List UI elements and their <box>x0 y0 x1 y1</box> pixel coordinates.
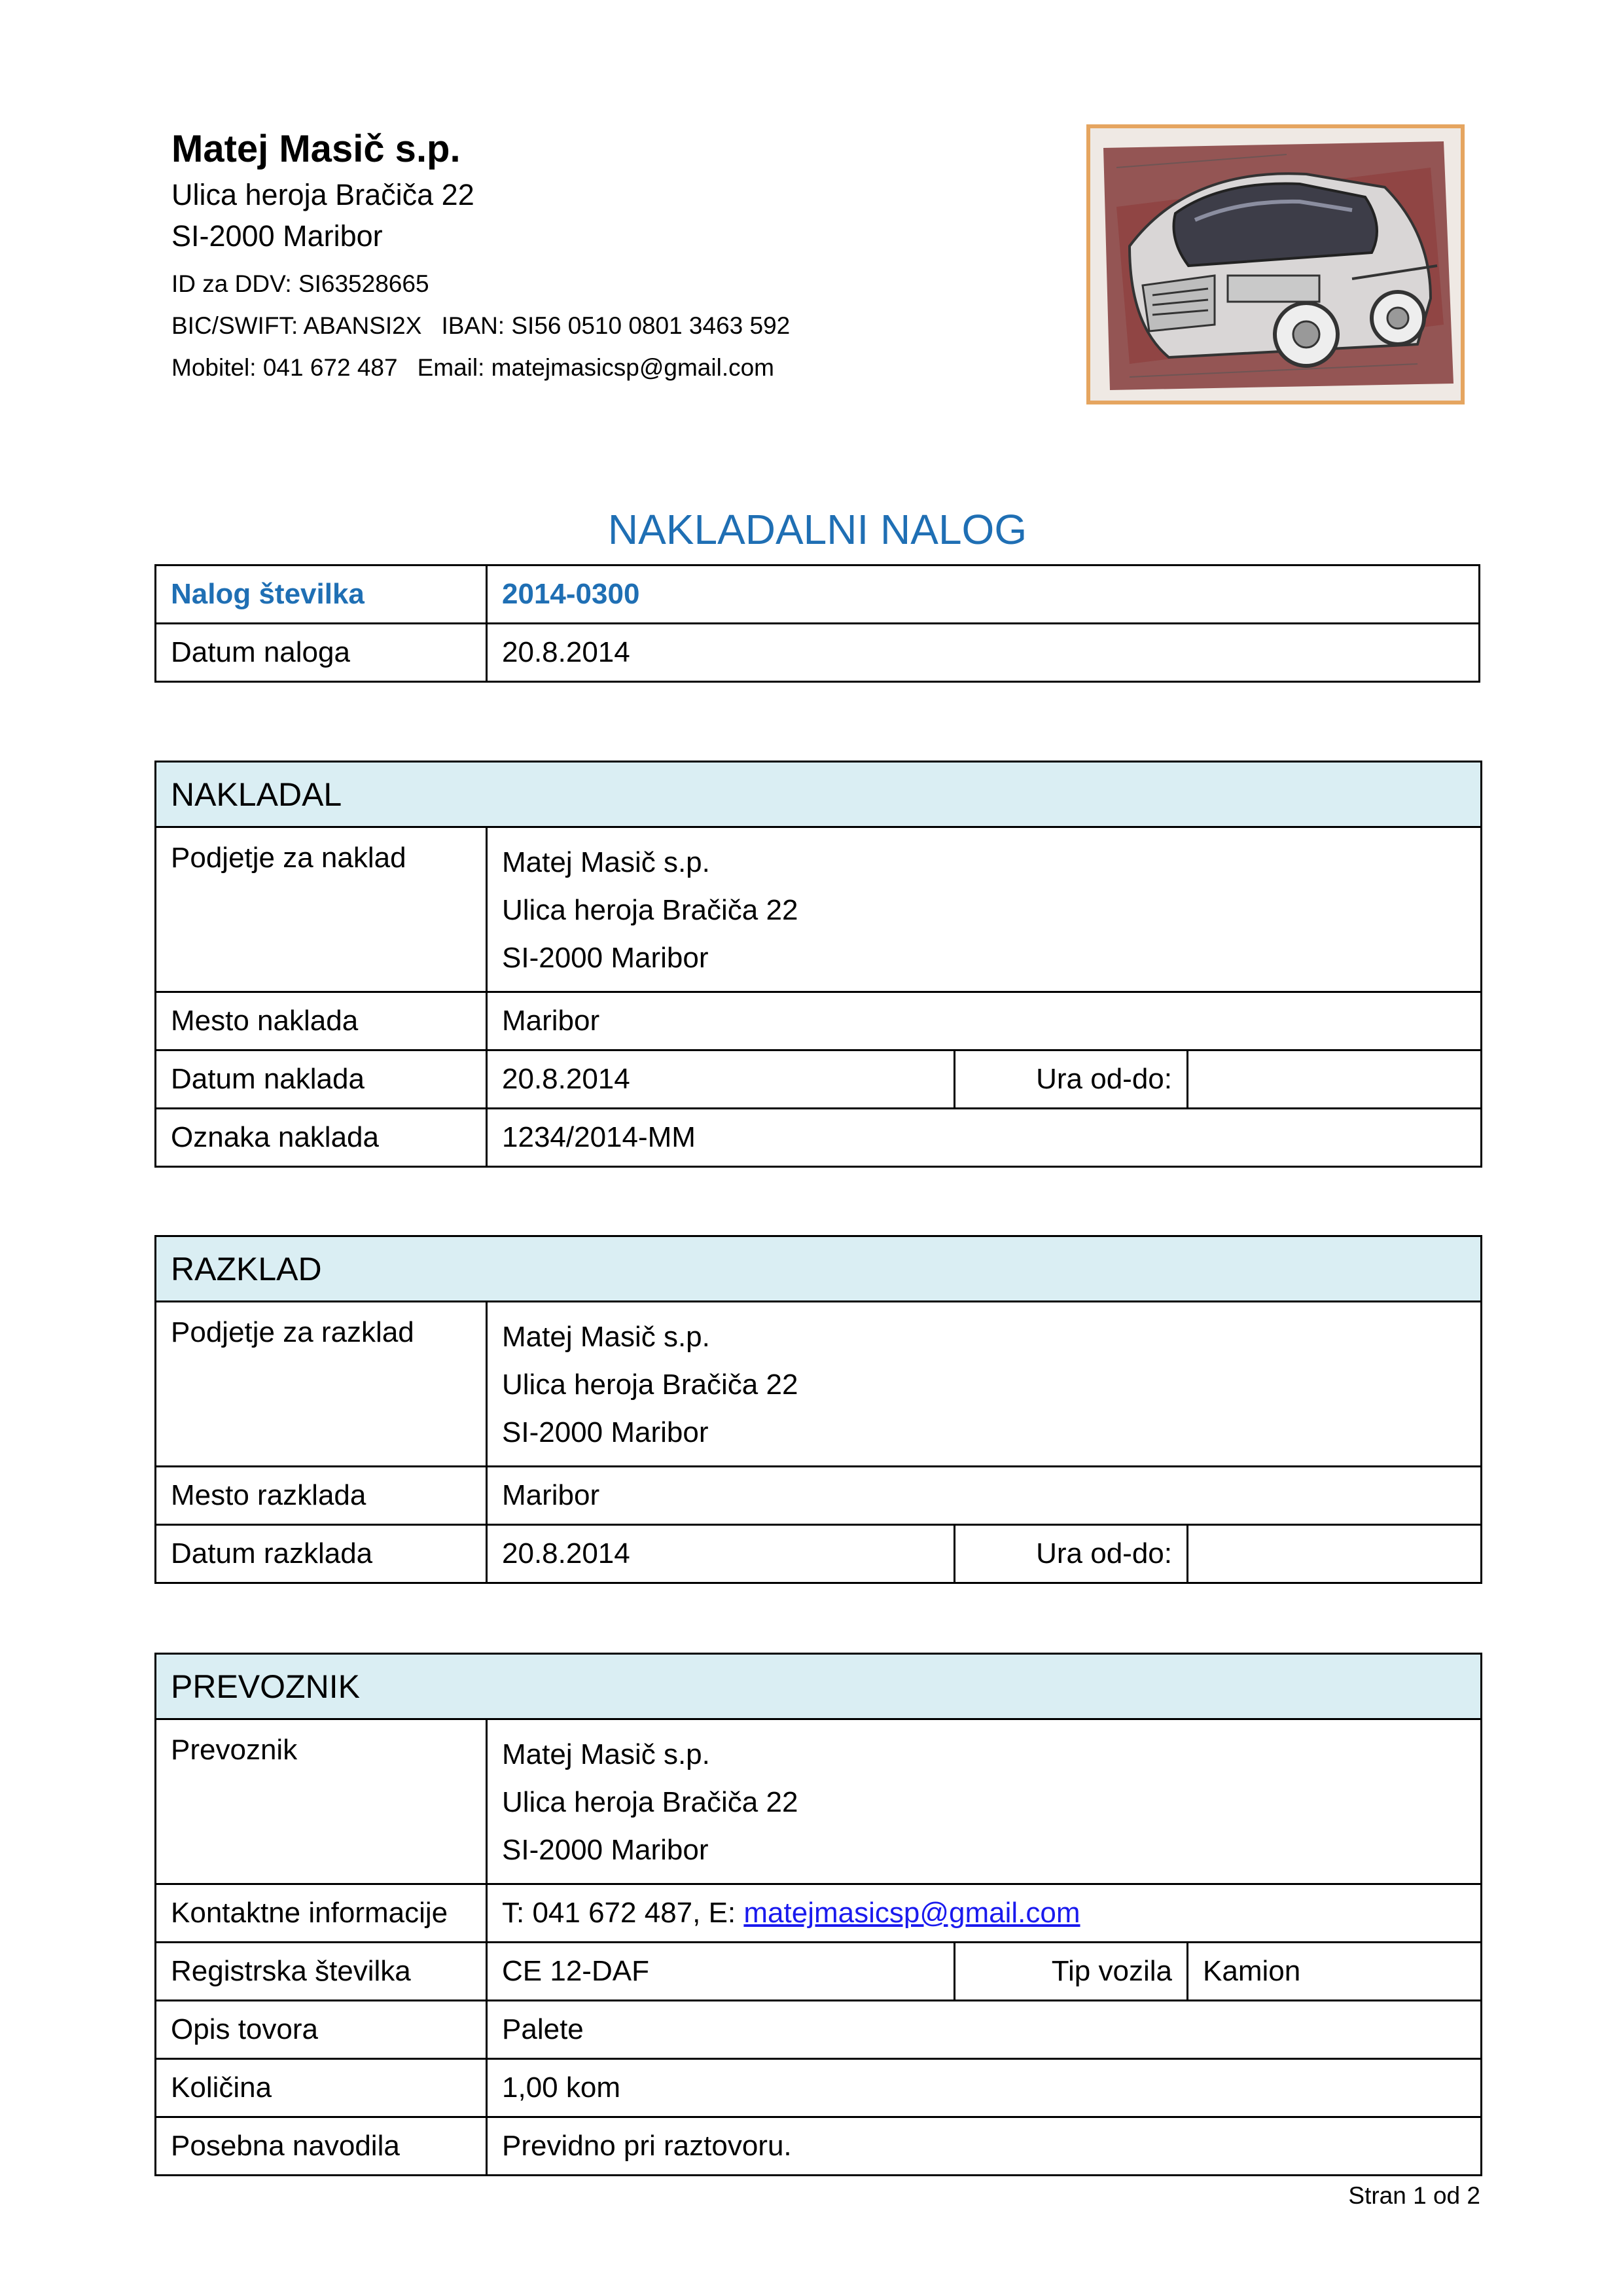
table-row <box>156 1943 1482 2001</box>
table-row <box>156 1884 1482 1943</box>
order-number-value: 2014-0300 <box>487 565 1480 624</box>
order-date-value: 20.8.2014 <box>487 624 1480 682</box>
contact-prefix: T: 041 672 487, E: <box>502 1897 744 1929</box>
address-line: Matej Masič s.p. <box>502 1321 710 1353</box>
unloading-date-label: Datum razklada <box>156 1525 487 1583</box>
unloading-time-value <box>1188 1525 1482 1583</box>
company-vat: ID za DDV: SI63528665 <box>171 270 429 297</box>
cargo-value: Palete <box>487 2001 1482 2059</box>
table-row <box>156 624 1480 682</box>
unloading-table <box>154 1235 1482 1584</box>
table-row <box>156 565 1480 624</box>
address-line: Ulica heroja Bračiča 22 <box>502 1786 798 1818</box>
address-line: SI-2000 Maribor <box>502 942 709 974</box>
company-bic: BIC/SWIFT: ABANSI2X <box>171 312 422 339</box>
page-number: Stran 1 od 2 <box>1348 2182 1480 2209</box>
table-row <box>156 1302 1482 1467</box>
table-row <box>156 827 1482 992</box>
loading-place-value: Maribor <box>487 992 1482 1050</box>
notes-value: Previdno pri raztovoru. <box>487 2117 1482 2176</box>
unloading-header: RAZKLAD <box>156 1236 1482 1302</box>
contact-label: Kontaktne informacije <box>156 1884 487 1943</box>
notes-label: Posebna navodila <box>156 2117 487 2176</box>
loading-header: NAKLADAL <box>156 762 1482 827</box>
order-info-table <box>154 564 1480 683</box>
carrier-table <box>154 1653 1482 2176</box>
company-email: Email: matejmasicsp@gmail.com <box>417 354 775 381</box>
carrier-value <box>487 1719 1482 1884</box>
company-phone: Mobitel: 041 672 487 <box>171 354 398 381</box>
company-header <box>171 124 1022 389</box>
loading-time-label: Ura od-do: <box>955 1050 1188 1109</box>
table-header-row <box>156 1236 1482 1302</box>
address-line: Ulica heroja Bračiča 22 <box>502 894 798 926</box>
quantity-label: Količina <box>156 2059 487 2117</box>
table-row <box>156 1467 1482 1525</box>
company-iban: IBAN: SI56 0510 0801 3463 592 <box>441 312 791 339</box>
loading-company-label: Podjetje za naklad <box>156 827 487 992</box>
address-line: SI-2000 Maribor <box>502 1416 709 1448</box>
order-number-label: Nalog številka <box>156 565 487 624</box>
table-row <box>156 1050 1482 1109</box>
loading-mark-value: 1234/2014-MM <box>487 1109 1482 1167</box>
registration-label: Registrska številka <box>156 1943 487 2001</box>
vehicle-type-label: Tip vozila <box>955 1943 1188 2001</box>
loading-date-value: 20.8.2014 <box>487 1050 955 1109</box>
carrier-label: Prevoznik <box>156 1719 487 1884</box>
table-row <box>156 1719 1482 1884</box>
table-header-row <box>156 1654 1482 1719</box>
table-header-row <box>156 762 1482 827</box>
contact-email-link[interactable]: matejmasicsp@gmail.com <box>743 1897 1080 1929</box>
document-title: NAKLADALNI NALOG <box>607 506 1027 553</box>
table-row <box>156 992 1482 1050</box>
address-line: Matej Masič s.p. <box>502 846 710 878</box>
table-row <box>156 1525 1482 1583</box>
address-line: Ulica heroja Bračiča 22 <box>502 1369 798 1401</box>
loading-company-value <box>487 827 1482 992</box>
carrier-header: PREVOZNIK <box>156 1654 1482 1719</box>
contact-value <box>487 1884 1482 1943</box>
table-row <box>156 1109 1482 1167</box>
registration-value: CE 12-DAF <box>487 1943 955 2001</box>
company-name: Matej Masič s.p. <box>171 128 461 170</box>
unloading-company-value <box>487 1302 1482 1467</box>
unloading-time-label: Ura od-do: <box>955 1525 1188 1583</box>
loading-place-label: Mesto naklada <box>156 992 487 1050</box>
table-row <box>156 2117 1482 2176</box>
table-row <box>156 2001 1482 2059</box>
cargo-label: Opis tovora <box>156 2001 487 2059</box>
quantity-value: 1,00 kom <box>487 2059 1482 2117</box>
unloading-company-label: Podjetje za razklad <box>156 1302 487 1467</box>
company-bank <box>171 305 1022 347</box>
truck-sketch-icon <box>1086 124 1465 404</box>
address-line: Matej Masič s.p. <box>502 1738 710 1770</box>
order-date-label: Datum naloga <box>156 624 487 682</box>
unloading-date-value: 20.8.2014 <box>487 1525 955 1583</box>
unloading-place-label: Mesto razklada <box>156 1467 487 1525</box>
table-row <box>156 2059 1482 2117</box>
loading-date-label: Datum naklada <box>156 1050 487 1109</box>
company-city: SI-2000 Maribor <box>171 219 383 253</box>
loading-mark-label: Oznaka naklada <box>156 1109 487 1167</box>
vehicle-type-value: Kamion <box>1188 1943 1482 2001</box>
unloading-place-value: Maribor <box>487 1467 1482 1525</box>
company-street: Ulica heroja Bračiča 22 <box>171 178 474 211</box>
loading-table <box>154 761 1482 1168</box>
address-line: SI-2000 Maribor <box>502 1834 709 1866</box>
loading-time-value <box>1188 1050 1482 1109</box>
company-contact <box>171 347 1022 389</box>
